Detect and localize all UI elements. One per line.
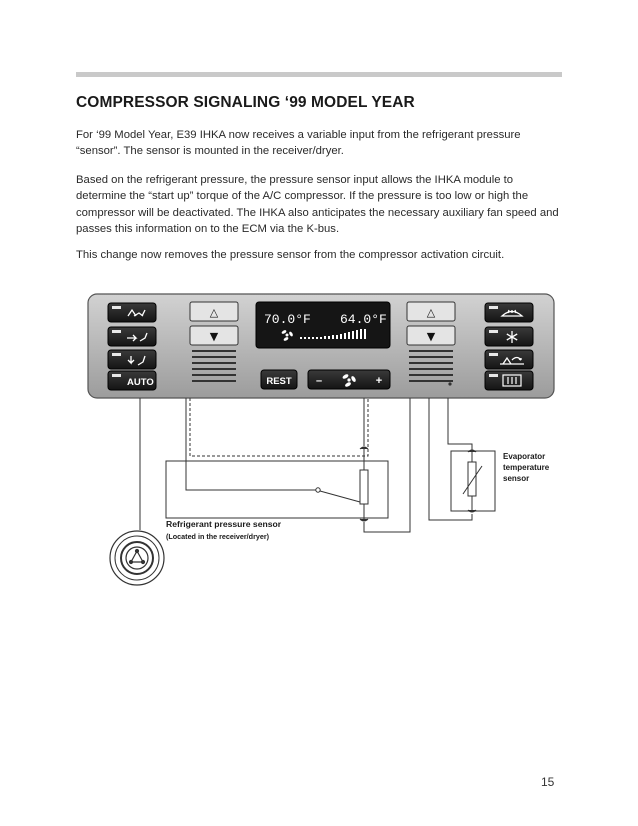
lcd-display <box>256 302 390 348</box>
airflow-button-floor[interactable] <box>108 350 156 369</box>
refrigerant-pressure-sensor <box>166 447 388 541</box>
up-arrow-icon: △ <box>426 306 436 319</box>
evaporator-temperature-sensor <box>451 450 550 512</box>
left-temperature: 70.0°F <box>264 312 311 327</box>
pressure-sensor-label: Refrigerant pressure sensor <box>166 519 282 529</box>
airflow-button-face[interactable] <box>108 327 156 346</box>
wiper-contact <box>316 488 320 492</box>
evaporator-label-line-2: temperature <box>503 463 550 472</box>
auto-button-label: AUTO <box>127 377 154 388</box>
wiring <box>140 398 472 532</box>
fan-speed-control <box>308 370 390 389</box>
right-temp-up-button[interactable] <box>407 302 455 321</box>
right-temp-down-button[interactable] <box>407 326 455 345</box>
rest-button[interactable] <box>261 370 297 389</box>
down-arrow-icon: ▼ <box>426 330 436 343</box>
connector-top <box>468 450 476 452</box>
connector-bottom <box>468 510 476 512</box>
right-temperature: 64.0°F <box>340 312 387 327</box>
page-number: 15 <box>541 775 555 789</box>
windshield-defrost-button[interactable] <box>485 303 533 322</box>
left-temp-up-button[interactable] <box>190 302 238 321</box>
ihka-control-panel <box>88 294 554 398</box>
compressor-pulley <box>110 531 164 585</box>
paragraph-1: For ‘99 Model Year, E39 IHKA now receives a variable input from the refrigerant pressure “sensor”. The sensor is mounted in the receiver/dryer. <box>76 129 521 158</box>
auto-button[interactable] <box>108 371 156 390</box>
pressure-sensor-location-note: (Located in the receiver/dryer) <box>166 532 270 541</box>
ac-button[interactable] <box>485 327 533 346</box>
down-arrow-icon: ▼ <box>209 330 219 343</box>
fan-decrease-button[interactable]: – <box>315 375 323 387</box>
paragraph-2: Based on the refrigerant pressure, the pressure sensor input allows the IHKA module to determine the “start up” torque of the A/C compressor. If the pressure is too low or high the compressor will be deactivated. The IHKA also anticipates the necessary auxiliary fan speed and passes this information on to the ECM via the K-bus. <box>76 174 559 236</box>
left-temp-down-button[interactable] <box>190 326 238 345</box>
evaporator-label-line-3: sensor <box>503 474 530 483</box>
recirculation-button[interactable] <box>485 350 533 369</box>
airflow-button-defrost-face[interactable] <box>108 303 156 322</box>
fan-increase-button[interactable]: + <box>375 375 383 387</box>
connector-bottom <box>360 519 368 521</box>
up-arrow-icon: △ <box>209 306 219 319</box>
rear-defrost-button[interactable] <box>485 371 533 390</box>
evaporator-label-line-1: Evaporator <box>503 452 546 461</box>
connector-top <box>360 447 368 449</box>
page-title: COMPRESSOR SIGNALING ‘99 MODEL YEAR <box>76 94 415 111</box>
potentiometer-resistor <box>360 470 368 504</box>
rest-button-label: REST <box>266 376 292 387</box>
paragraph-3: This change now removes the pressure sensor from the compressor activation circuit. <box>76 249 505 261</box>
thermistor <box>468 462 476 496</box>
panel-indicator-dot <box>448 382 451 385</box>
left-airflow-buttons <box>108 303 156 390</box>
